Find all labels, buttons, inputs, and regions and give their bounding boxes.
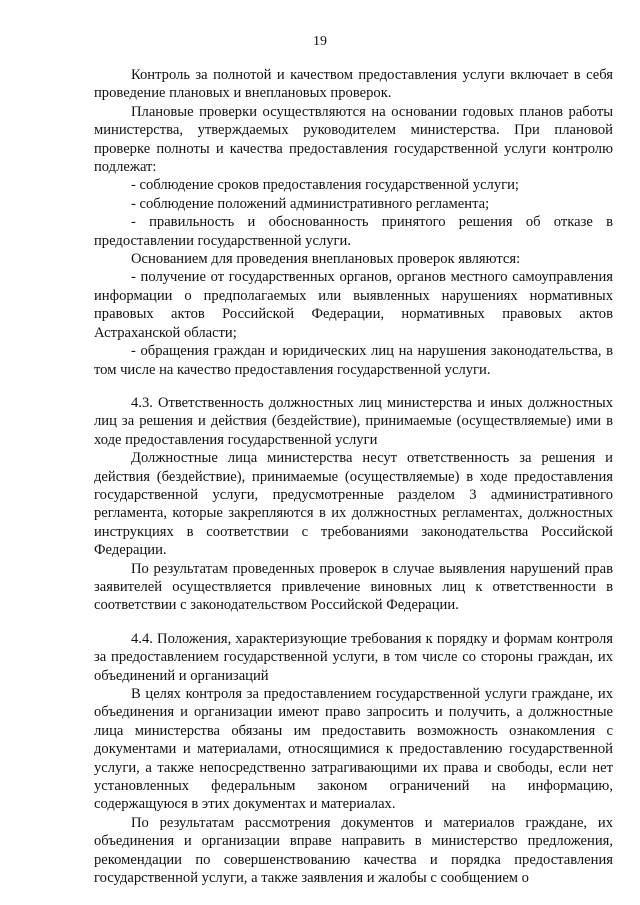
paragraph-unplanned-grounds: Основанием для проведения внеплановых проверок являются: xyxy=(131,251,521,268)
paragraph-planned-inspections: Плановые проверки осуществляются на основании годовых планов работы министерства, утверждаемых руководителем министерства. При плановой проверке полноты и качества предоставления государственной услуги контролю подлежат: xyxy=(94,103,613,176)
paragraph-citizen-access: В целях контроля за предоставлением государственной услуги граждане, их объединения и организации имеют право запросить и получить, а должностные лица министерства обязаны им предоставить возможность ознакомления с документами и материалами, относящимися к предоставлению государственной услуги, а также непосредственно затрагивающими их права и свободы, если нет установленных федеральным законом ограничений на информацию, содержащуюся в этих документах и материалах. xyxy=(94,686,613,813)
list-item-citizen-appeals: - обращения граждан и юридических лиц на нарушения законодательства, в том числе на качество предоставления государственной услуги. xyxy=(94,343,613,378)
section-heading-4-4: 4.4. Положения, характеризующие требования к порядку и формам контроля за предоставлением государственной услуги, в том числе со стороны граждан, их объединений и организаций xyxy=(94,630,613,684)
page-number: 19 xyxy=(313,34,327,49)
section-heading-4-3: 4.3. Ответственность должностных лиц министерства и иных должностных лиц за решения и действия (бездействие), принимаемые (осуществляемые) ими в ходе предоставления государственной услуги xyxy=(94,394,613,448)
list-item-information-received: - получение от государственных органов, органов местного самоуправления информации о предполагаемых или выявленных нарушениях нормативных правовых актов Российской Федерации, нормативных правовых актов Астраханской области; xyxy=(94,269,613,341)
paragraph-officials-responsibility: Должностные лица министерства несут ответственность за решения и действия (бездействие), принимаемые (осуществляемые) в ходе предоставления государственной услуги, предусмотренные разделом 3 административного регламента, которые закрепляются в их должностных регламентах, должностных инструкциях в соответствии с требованиями законодательства Российской Федерации. xyxy=(94,450,613,559)
list-item-regulation: - соблюдение положений административного регламента; xyxy=(131,195,490,212)
list-item-deadlines: - соблюдение сроков предоставления государственной услуги; xyxy=(131,177,519,194)
section-gap xyxy=(94,379,613,394)
section-gap xyxy=(94,615,613,630)
list-item-refusal-decision: - правильность и обоснованность принятого решения об отказе в предоставлении государственной услуги. xyxy=(94,214,613,249)
paragraph-citizen-proposals: По результатам рассмотрения документов и материалов граждане, их объединения и организации вправе направить в министерство предложения, рекомендации по совершенствованию качества и порядка предоставления государственной услуги, а также заявления и жалобы с сообщением о xyxy=(94,814,613,887)
paragraph-violations-liability: По результатам проведенных проверок в случае выявления нарушений прав заявителей осуществляется привлечение виновных лиц к ответственности в соответствии с законодательством Российской Федерации. xyxy=(94,560,613,614)
document-body xyxy=(94,66,613,887)
paragraph-control-scope: Контроль за полнотой и качеством предоставления услуги включает в себя проведение плановых и внеплановых проверок. xyxy=(94,67,613,102)
